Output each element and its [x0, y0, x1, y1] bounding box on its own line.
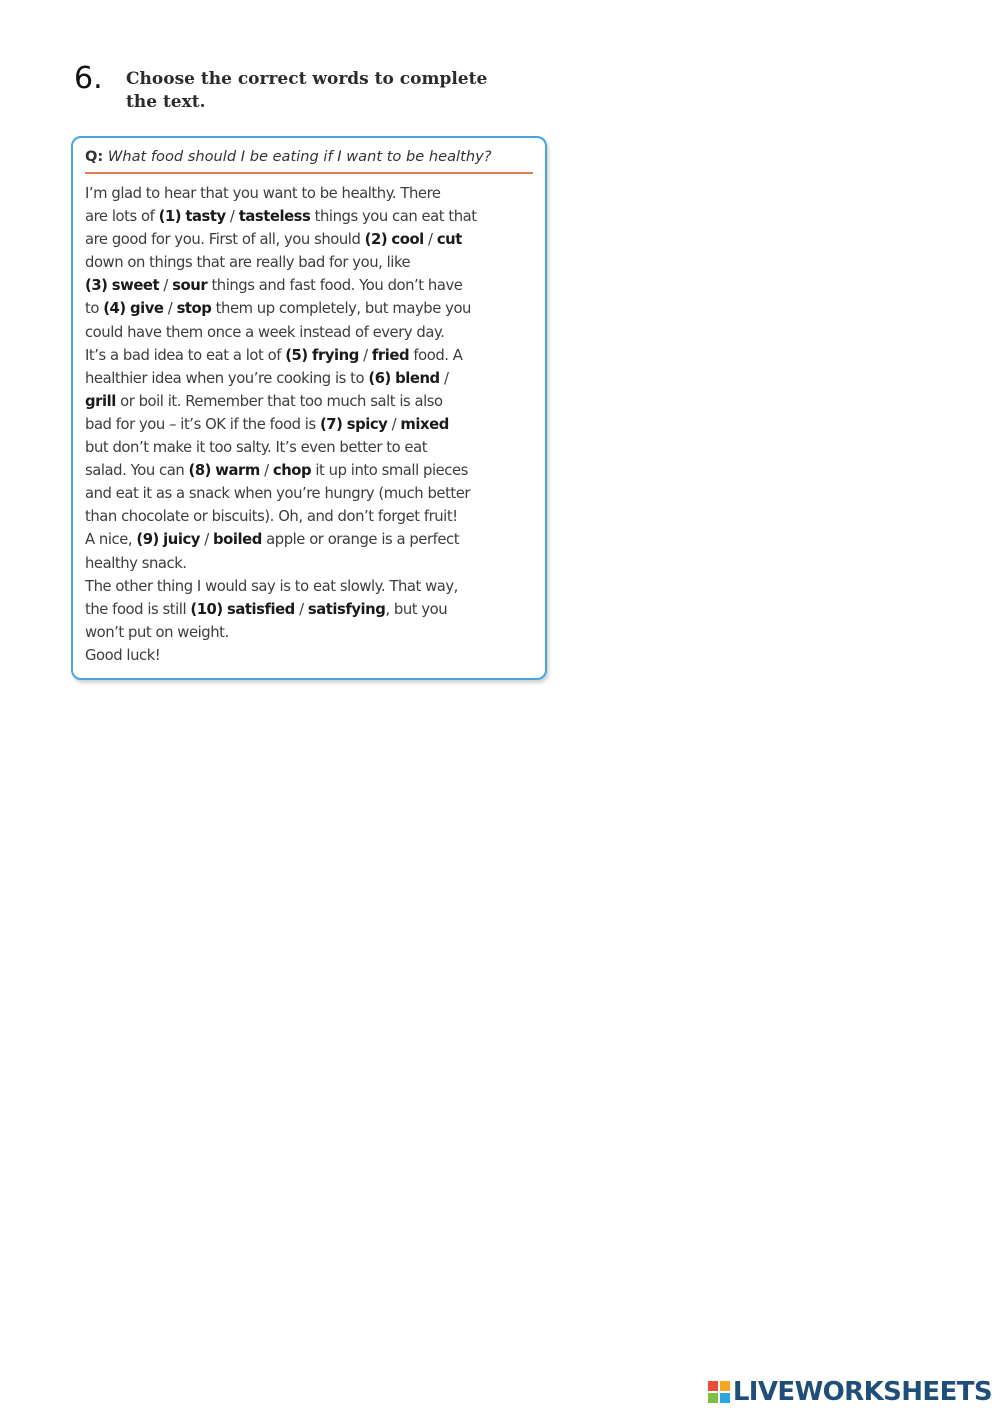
reading-text-box [71, 136, 547, 680]
text-line [85, 528, 533, 551]
text-line [85, 228, 533, 251]
text-run: The other thing I would say is to eat slowly. That way, [85, 577, 458, 595]
word-choice: (1) [158, 208, 182, 226]
word-choice: spicy [346, 415, 388, 433]
word-choice: (4) [103, 300, 126, 318]
exercise-number: 6. [74, 61, 103, 96]
text-run: / [199, 531, 214, 549]
word-choice: satisfying [307, 600, 386, 618]
text-run: them up completely, but maybe you [211, 300, 471, 318]
word-choice: (5) [285, 346, 308, 364]
logo-mark-icon [708, 1381, 730, 1403]
word-choice: frying [311, 346, 359, 364]
text-line [85, 205, 533, 228]
word-choice: mixed [400, 415, 449, 433]
word-choice: grill [85, 392, 116, 410]
word-choice: cut [436, 231, 462, 249]
word-choice: sour [172, 277, 208, 295]
text-run: are lots of [85, 208, 159, 226]
answer-paragraph [85, 644, 533, 667]
text-run: Good luck! [85, 646, 161, 664]
word-choice: (6) [368, 369, 391, 387]
answer-paragraph [85, 344, 533, 575]
text-run: the food is still [85, 600, 191, 618]
text-line [85, 644, 533, 667]
text-run: I’m glad to hear that you want to be healthy. There [85, 185, 441, 202]
text-run: / [159, 277, 173, 295]
text-line [85, 390, 533, 413]
text-line [85, 598, 533, 621]
text-line [85, 575, 533, 598]
text-run: down on things that are really bad for you, like [85, 254, 411, 272]
text-run: it up into small pieces [311, 462, 468, 480]
text-run: / [294, 600, 308, 618]
question-line [85, 146, 533, 174]
text-run: / [358, 346, 372, 364]
exercise-header [74, 62, 534, 122]
text-run: / [225, 208, 239, 226]
text-run: apple or orange is a perfect [261, 531, 460, 549]
liveworksheets-logo [708, 1377, 992, 1407]
word-choice: tasteless [238, 208, 311, 226]
word-choice: fried [371, 346, 410, 364]
text-run: are good for you. First of all, you should [85, 231, 365, 249]
text-run: It’s a bad idea to eat a lot of [85, 346, 286, 364]
word-choice: warm [215, 462, 260, 480]
word-choice: stop [176, 300, 212, 318]
text-run: A nice, [85, 531, 137, 549]
question-label: Q: [85, 148, 104, 165]
text-line [85, 459, 533, 482]
exercise-instruction [126, 68, 526, 114]
answer-paragraph [85, 182, 533, 344]
text-line [85, 436, 533, 459]
text-run: salad. You can [85, 462, 189, 480]
text-run: / [163, 300, 177, 318]
text-run: and eat it as a snack when you’re hungry (much better [85, 485, 471, 503]
text-line [85, 274, 533, 297]
text-line [85, 367, 533, 390]
word-choice: sweet [111, 277, 160, 295]
text-run: healthy snack. [85, 554, 187, 572]
text-run: / [423, 231, 437, 249]
text-run: healthier idea when you’re cooking is to [85, 369, 369, 387]
instruction-line-1: Choose the correct words to complete [126, 69, 488, 89]
word-choice: juicy [163, 531, 200, 549]
text-run: / [387, 415, 401, 433]
word-choice: tasty [185, 208, 226, 226]
instruction-line-2: the text. [126, 92, 206, 112]
text-run: could have them once a week instead of every day. [85, 323, 445, 341]
text-run: bad for you – it’s OK if the food is [85, 415, 320, 433]
word-choice: cool [391, 231, 424, 249]
answer-paragraph [85, 575, 533, 644]
text-line [85, 413, 533, 436]
word-choice: (3) [85, 277, 108, 295]
logo-text: LIVEWORKSHEETS [732, 1377, 992, 1407]
text-run: things and fast food. You don’t have [207, 277, 463, 295]
text-run: food. A [409, 346, 463, 364]
text-run: or boil it. Remember that too much salt is also [115, 392, 443, 410]
text-run: than chocolate or biscuits). Oh, and don’t forget fruit! [85, 508, 458, 526]
text-line [85, 297, 533, 320]
word-choice: give [129, 300, 164, 318]
word-choice: (8) [188, 462, 211, 480]
text-line [85, 621, 533, 644]
text-run: won’t put on weight. [85, 623, 229, 641]
text-line [85, 344, 533, 367]
text-run: but don’t make it too salty. It’s even better to eat [85, 439, 428, 457]
word-choice: boiled [213, 531, 262, 549]
word-choice: (9) [136, 531, 159, 549]
word-choice: (2) [364, 231, 388, 249]
word-choice: (10) [190, 600, 223, 618]
text-run: , but you [385, 600, 448, 618]
word-choice: chop [272, 462, 312, 480]
text-run: to [85, 300, 104, 318]
question-text: What food should I be eating if I want to be healthy? [107, 148, 492, 165]
text-line [85, 552, 533, 575]
text-line [85, 505, 533, 528]
word-choice: blend [395, 369, 440, 387]
text-line [85, 482, 533, 505]
word-choice: satisfied [226, 600, 295, 618]
text-line [85, 321, 533, 344]
text-run: / [439, 369, 449, 387]
answer-body [85, 182, 533, 667]
text-run: things you can eat that [310, 208, 477, 226]
text-run: / [259, 462, 273, 480]
text-line [85, 182, 533, 205]
text-line [85, 251, 533, 274]
word-choice: (7) [319, 415, 343, 433]
